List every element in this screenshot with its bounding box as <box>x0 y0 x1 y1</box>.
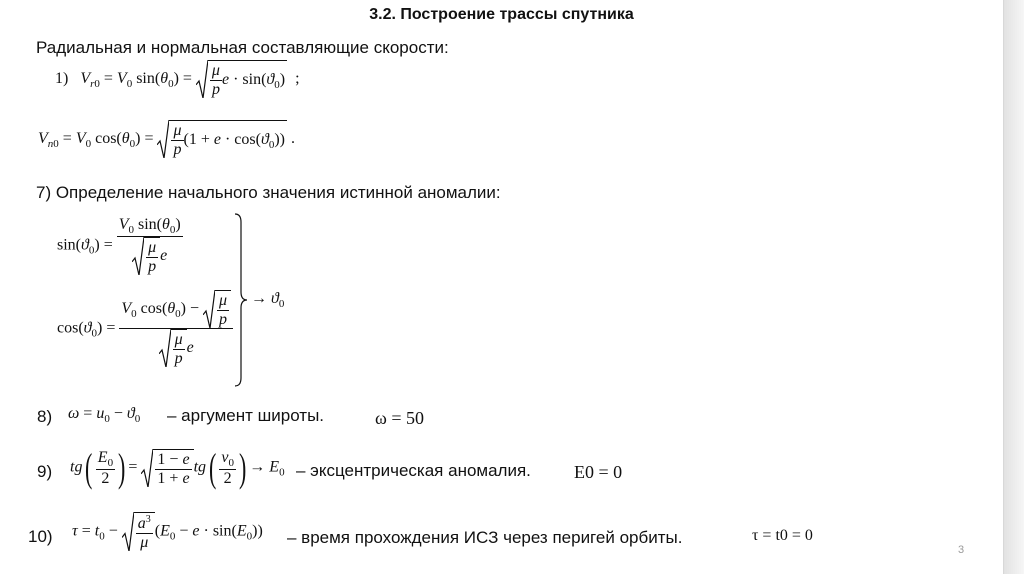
latitude-argument-formula: $\omega = u_0 - ϑ_0$ <box>68 405 141 425</box>
step-9-label: 9) <box>37 462 53 481</box>
eccentric-anomaly-text: – эксцентрическая аномалия. <box>296 461 531 480</box>
equation-number: 1) <box>55 69 69 87</box>
page-number: 3 <box>958 544 965 556</box>
result-true-anomaly: → $ϑ_0$ <box>251 290 285 310</box>
step-8-label: 8) <box>37 407 53 426</box>
sqrt-symbol: $\frac{\mu}{p}$ $(1 + e \cdot \cos(ϑ_0))$ <box>157 120 287 158</box>
formula-semicolon: ; <box>295 69 300 87</box>
cos-true-anomaly-formula: $\cos(ϑ_0)$ = $V_0$ $\cos(\theta_0)$ − $\frac{\mu}{p}$ $\frac{\mu}{p}$ e <box>57 290 233 367</box>
omega-value: ω = 50 <box>375 408 424 428</box>
e0-value: E0 = 0 <box>574 462 623 482</box>
right-brace <box>233 212 249 388</box>
formula-period: . <box>290 129 295 147</box>
normal-velocity-formula: $V_{n0} = V_0$ $\cos(\theta_0)$ = $\frac{\mu}{p}$ $(1 + e \cdot \cos(ϑ_0))$ . <box>38 122 295 158</box>
sqrt-symbol: $\frac{\mu}{p}$ $e \cdot \sin(ϑ_0)$ <box>196 60 287 98</box>
eccentric-anomaly-formula: tg( $\frac{E_0}{2}$ ) = $\frac{1 - e}{1 + e}$ tg( $\frac{v_0}{2}$ ) → $E_0$ <box>70 445 285 490</box>
velocity-components-heading: Радиальная и нормальная составляющие скорости: <box>36 38 449 57</box>
slide-edge <box>1003 0 1024 574</box>
true-anomaly-heading: 7) Определение начального значения истинной аномалии: <box>36 183 501 202</box>
sin-true-anomaly-formula: $\sin(ϑ_0)$ = $V_0$ $\sin(\theta_0)$ $\frac{\mu}{p}$ e <box>57 216 181 275</box>
slide-title: 3.2. Построение трассы спутника <box>369 6 634 23</box>
latitude-argument-text: – аргумент широты. <box>167 406 325 425</box>
perigee-time-formula: $\tau = t_0$ − $\frac{a^3}{\mu}$ $(E_0 - e \cdot \sin(E_0))$ <box>72 514 263 551</box>
step-10-label: 10) <box>28 527 53 546</box>
radial-velocity-formula: 1) $V_{r0} = V_0$ $\sin(\theta_0)$ = $\frac{\mu}{p}$ $e \cdot \sin(ϑ_0)$ ; <box>55 62 300 98</box>
tau-value: τ = t0 = 0 <box>752 527 813 544</box>
perigee-time-text: – время прохождения ИСЗ через перигей орбиты. <box>287 528 683 547</box>
